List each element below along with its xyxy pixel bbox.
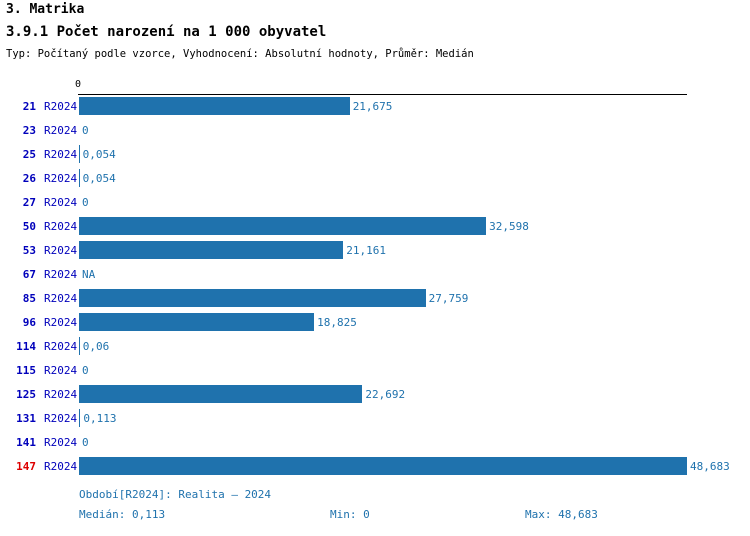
table-row[interactable] (0, 95, 750, 119)
bar[interactable] (79, 289, 426, 307)
table-row[interactable] (0, 431, 750, 455)
bar-rows (0, 95, 750, 479)
chart-header (6, 2, 746, 61)
table-row[interactable] (0, 335, 750, 359)
max-stat: Max: 48,683 (525, 508, 598, 521)
row-code[interactable]: 125 (16, 388, 36, 401)
table-row[interactable] (0, 287, 750, 311)
chart-footer (0, 488, 750, 528)
footer-stats-line (0, 508, 750, 528)
bar-value-label: NA (82, 268, 96, 281)
table-row[interactable] (0, 143, 750, 167)
chart-subtitle: Typ: Počítaný podle vzorce, Vyhodnocení: Absolutní hodnoty, Průměr: Medián (6, 48, 474, 60)
row-period-label: R2024 (44, 196, 78, 209)
row-period-label: R2024 (44, 172, 78, 185)
table-row[interactable] (0, 263, 750, 287)
row-code[interactable]: 67 (22, 268, 36, 281)
bar-value-label: 0 (82, 196, 89, 209)
table-row[interactable] (0, 311, 750, 335)
table-row[interactable] (0, 239, 750, 263)
bar-value-label: 0 (82, 364, 89, 377)
bar-value-label: 0,06 (82, 340, 110, 353)
table-row[interactable] (0, 119, 750, 143)
bar-value-label: 0,054 (82, 172, 116, 185)
bar-value-label: 27,759 (428, 292, 469, 305)
row-period-label: R2024 (44, 292, 78, 305)
row-period-label: R2024 (44, 412, 78, 425)
bar[interactable] (79, 337, 80, 355)
row-period-label: R2024 (44, 340, 78, 353)
bar[interactable] (79, 409, 80, 427)
table-row[interactable] (0, 455, 750, 479)
row-period-label: R2024 (44, 316, 78, 329)
row-period-label: R2024 (44, 268, 78, 281)
row-period-label: R2024 (44, 124, 78, 137)
x-axis-zero-tick-label: 0 (75, 79, 82, 90)
row-period-label: R2024 (44, 220, 78, 233)
bar-value-label: 0,113 (83, 412, 117, 425)
row-period-label: R2024 (44, 100, 78, 113)
bar[interactable] (79, 97, 350, 115)
chart-plot-area (0, 78, 750, 478)
table-row[interactable] (0, 407, 750, 431)
table-row[interactable] (0, 359, 750, 383)
row-code[interactable]: 131 (16, 412, 36, 425)
bar[interactable] (79, 313, 314, 331)
table-row[interactable] (0, 383, 750, 407)
row-period-label: R2024 (44, 364, 78, 377)
bar[interactable] (79, 145, 80, 163)
period-legend: Období[R2024]: Realita – 2024 (79, 488, 272, 501)
row-period-label: R2024 (44, 244, 78, 257)
bar-value-label: 0,054 (82, 148, 116, 161)
chart-section-title: 3. Matrika (6, 2, 85, 17)
row-code[interactable]: 147 (16, 460, 36, 473)
chart-title: 3.9.1 Počet narození na 1 000 obyvatel (6, 24, 327, 40)
bar-value-label: 18,825 (317, 316, 357, 329)
bar[interactable] (79, 217, 486, 235)
min-stat: Min: 0 (330, 508, 370, 521)
row-code[interactable]: 53 (22, 244, 36, 257)
bar-value-label: 48,683 (690, 460, 730, 473)
row-code[interactable]: 141 (16, 436, 36, 449)
bar-value-label: 21,161 (346, 244, 387, 257)
row-code[interactable]: 25 (22, 148, 36, 161)
row-code[interactable]: 85 (22, 292, 36, 305)
table-row[interactable] (0, 191, 750, 215)
row-code[interactable]: 26 (22, 172, 36, 185)
footer-period-line (0, 488, 750, 508)
bar[interactable] (79, 169, 80, 187)
row-code[interactable]: 23 (22, 124, 36, 137)
row-period-label: R2024 (44, 460, 78, 473)
bar[interactable] (79, 457, 687, 475)
row-code[interactable]: 115 (16, 364, 36, 377)
row-code[interactable]: 50 (22, 220, 36, 233)
row-period-label: R2024 (44, 388, 78, 401)
bar[interactable] (79, 241, 343, 259)
table-row[interactable] (0, 167, 750, 191)
row-code[interactable]: 96 (22, 316, 36, 329)
bar-value-label: 32,598 (489, 220, 529, 233)
median-stat: Medián: 0,113 (79, 508, 166, 521)
bar-value-label: 21,675 (352, 100, 393, 113)
row-code[interactable]: 114 (16, 340, 36, 353)
bar-value-label: 0 (82, 436, 89, 449)
bar-value-label: 0 (82, 124, 89, 137)
row-period-label: R2024 (44, 436, 78, 449)
row-period-label: R2024 (44, 148, 78, 161)
row-code[interactable]: 27 (22, 196, 36, 209)
table-row[interactable] (0, 215, 750, 239)
row-code[interactable]: 21 (22, 100, 36, 113)
bar[interactable] (79, 385, 362, 403)
bar-value-label: 22,692 (365, 388, 406, 401)
